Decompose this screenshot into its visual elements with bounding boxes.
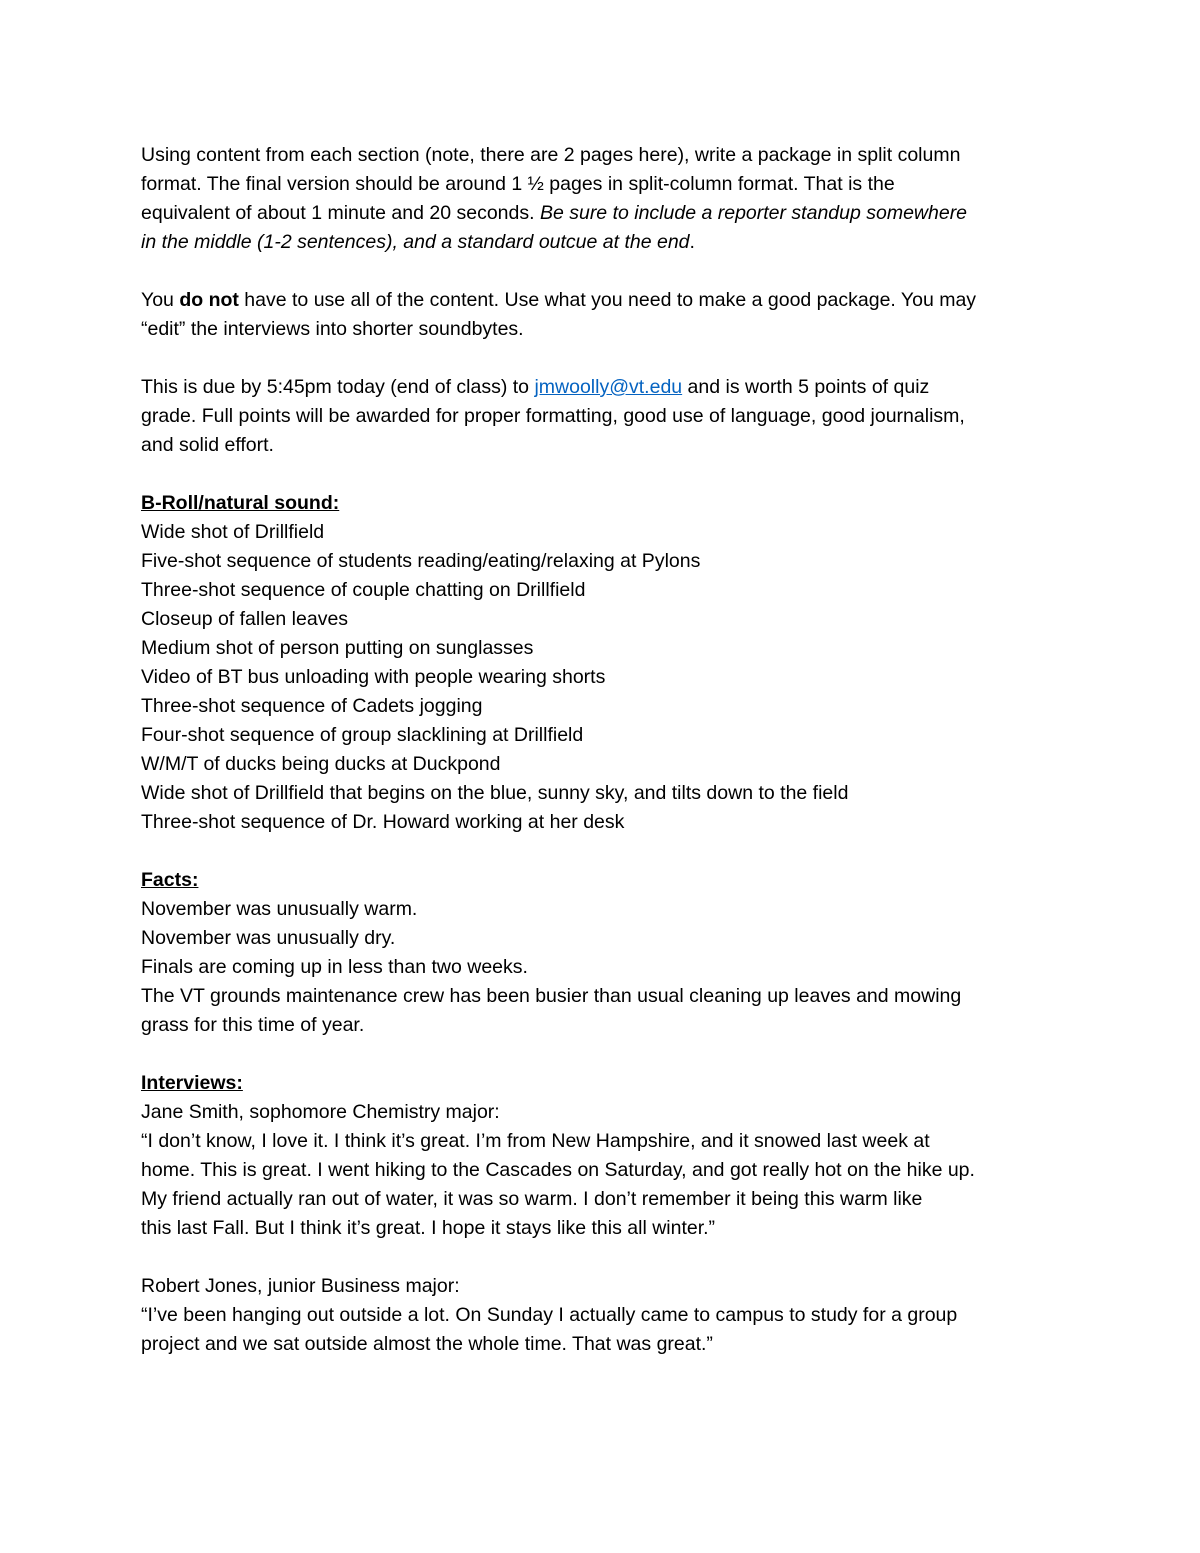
text-line: and solid effort. [141, 434, 274, 456]
facts-section [141, 866, 1071, 1040]
email-link[interactable]: jmwoolly@vt.edu [534, 376, 683, 398]
list-item: Wide shot of Drillfield [141, 521, 325, 543]
text-run: equivalent of about 1 minute and 20 seconds. [141, 202, 540, 224]
text-line [141, 286, 1071, 315]
text-run: You [141, 289, 180, 311]
list-item: Video of BT bus unloading with people wearing shorts [141, 666, 606, 688]
list-item: grass for this time of year. [141, 1014, 365, 1036]
list-item: Medium shot of person putting on sunglasses [141, 637, 534, 659]
text-run: . [689, 231, 695, 253]
text-run: This is due by 5:45pm today (end of class) to [141, 376, 535, 398]
list-item: Five-shot sequence of students reading/eating/relaxing at Pylons [141, 550, 701, 572]
quote-line: “I don’t know, I love it. I think it’s great. I’m from New Hampshire, and it snowed last week at [141, 1130, 930, 1152]
italic-text-run: in the middle (1-2 sentences), and a standard outcue at the end [141, 231, 690, 253]
instructions-paragraph-3 [141, 373, 1071, 460]
interviewee-name: Robert Jones, junior Business major: [141, 1275, 460, 1297]
text-line: format. The final version should be around 1 ½ pages in split-column format. That is the [141, 173, 895, 195]
list-item: Wide shot of Drillfield that begins on the blue, sunny sky, and tilts down to the field [141, 782, 849, 804]
list-item: W/M/T of ducks being ducks at Duckpond [141, 753, 501, 775]
text-line [141, 228, 1071, 257]
text-run: and is worth 5 points of quiz [682, 376, 930, 398]
instructions-paragraph-2 [141, 286, 1071, 344]
text-line [141, 199, 1071, 228]
broll-section [141, 489, 1071, 837]
list-item: Closeup of fallen leaves [141, 608, 349, 630]
list-item: Finals are coming up in less than two weeks. [141, 956, 528, 978]
bold-text-run: do not [179, 289, 239, 311]
text-run: have to use all of the content. Use what you need to make a good package. You may [238, 289, 977, 311]
list-item: November was unusually warm. [141, 898, 418, 920]
list-item: November was unusually dry. [141, 927, 396, 949]
broll-heading: B-Roll/natural sound: [141, 492, 340, 514]
quote-line: “I’ve been hanging out outside a lot. On Sunday I actually came to campus to study for a group [141, 1304, 958, 1326]
italic-text-run: Be sure to include a reporter standup somewhere [539, 202, 968, 224]
quote-line: My friend actually ran out of water, it was so warm. I don’t remember it being this warm like [141, 1188, 923, 1210]
interviews-section [141, 1069, 1071, 1243]
interviews-heading: Interviews: [141, 1072, 243, 1094]
list-item: The VT grounds maintenance crew has been busier than usual cleaning up leaves and mowing [141, 985, 962, 1007]
document-page [141, 141, 1071, 1388]
interviewee-name: Jane Smith, sophomore Chemistry major: [141, 1101, 500, 1123]
text-line: grade. Full points will be awarded for proper formatting, good use of language, good journalism, [141, 405, 965, 427]
quote-line: project and we sat outside almost the whole time. That was great.” [141, 1333, 713, 1355]
list-item: Four-shot sequence of group slacklining at Drillfield [141, 724, 584, 746]
list-item: Three-shot sequence of Dr. Howard working at her desk [141, 811, 625, 833]
facts-heading: Facts: [141, 869, 199, 891]
text-line [141, 373, 1071, 402]
text-line: Using content from each section (note, there are 2 pages here), write a package in split column [141, 144, 961, 166]
quote-line: home. This is great. I went hiking to the Cascades on Saturday, and got really hot on the hike up. [141, 1159, 975, 1181]
instructions-paragraph-1 [141, 141, 1071, 257]
text-line: “edit” the interviews into shorter soundbytes. [141, 318, 524, 340]
quote-line: this last Fall. But I think it’s great. I hope it stays like this all winter.” [141, 1217, 716, 1239]
interview-robert [141, 1272, 1071, 1359]
list-item: Three-shot sequence of Cadets jogging [141, 695, 483, 717]
list-item: Three-shot sequence of couple chatting on Drillfield [141, 579, 586, 601]
